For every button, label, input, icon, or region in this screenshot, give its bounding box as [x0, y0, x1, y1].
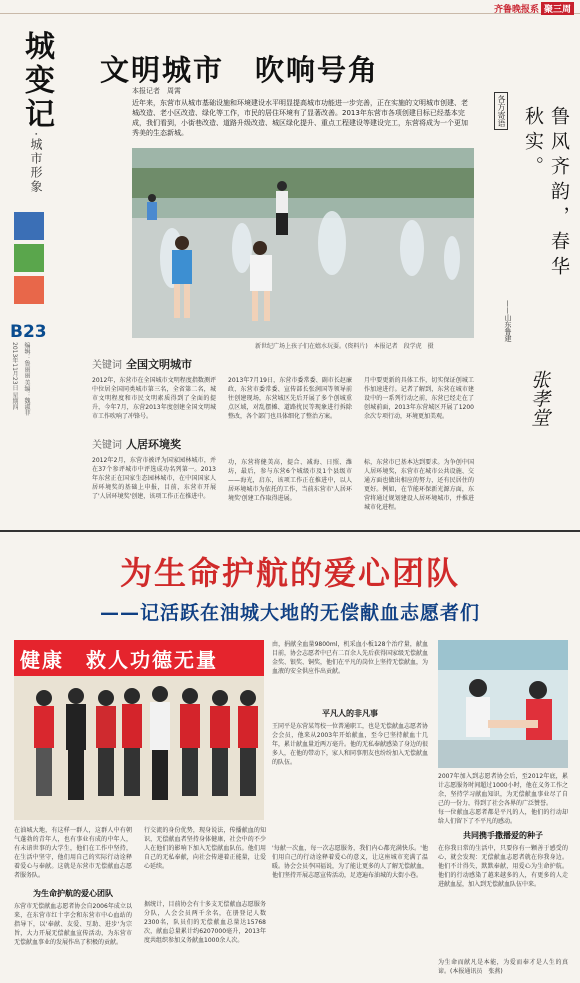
sidebar-verse: 鲁风齐韵，春华秋实。 [522, 106, 570, 281]
color-bar-green [14, 244, 44, 272]
section-title: 城变记 [19, 30, 54, 132]
paragraph-right-3: 在你我日常的生活中，只要你有一颗善于感受的心，就会发现：无偿献血志愿者就在你我身边。他们不计得失，默默奉献，用爱心为生命护航。他们的行动感染了越来越多的人，有更多的人走进献血屋，加入到无偿献血队伍中来。 [438, 845, 568, 888]
article2-subtitle: ——记活跃在油城大地的无偿献血志愿者们 [99, 602, 480, 624]
paragraph-right-2: 每一位献血志愿者都是平凡的人，他们的行动却给人们留下了不平凡的感动。 [438, 809, 568, 825]
paragraph-1c: 月中要更新的具体工作，切实保证创城工作加速进行。记者了解到，东营在城市建设中的一系列行动之前，东营已经走在了创城前面，2013年东营城区开展了1200余次专项行动，环境更加美观。 [364, 377, 474, 420]
paragraph-right-1: 2007年加入到志愿者协会后，至2012年底，累计志愿服务时间超过1000小时，他在义务工作之余，坚持学习献血知识，为无偿献血事业尽了自己的一份力，得到了社会各界的广泛赞誉。 [438, 773, 568, 806]
paragraph-2c: 标，东营市已基本达到要求。为争创中国人居环境奖，东营市在城市公共设施、交通方面也做出相应的努力，还有民居住的更好。例如，在节能环保新光源方面，东营将通过规划建设人居环境城市，并推进城市化进程。 [364, 459, 474, 511]
sidebar-tag: 各方寄语 [494, 92, 508, 130]
photo-caption: 新世纪广场上孩子们在嬉水玩耍。(资料片) 本报记者 段学虎 摄 [255, 343, 434, 350]
logo-text: 齐鲁晚报 [493, 5, 530, 15]
article2-title: 为生命护航的爱心团队 [119, 554, 460, 592]
editors-line: 编辑：鲁丽丽 美编：魏淑菲 [23, 342, 30, 416]
logo-box: 聚三周 [541, 2, 574, 15]
paragraph-mid-3: 由，捐献全血量9800ml，机采血小板128个治疗量，献血目前，协会志愿者中已有二百余人先后获得国家级无偿献血金奖、银奖、铜奖，他们在平凡的岗位上坚持无偿献血，为血液的安全供应作出贡献。 [272, 641, 428, 675]
photo-banner: 健康 救人功德无量 [14, 640, 264, 676]
color-bar-blue [14, 212, 44, 240]
color-bar-orange [14, 276, 44, 304]
article-byline: 本报记者 周霄 [132, 87, 181, 95]
keyword-1: 关键词 全国文明城市 [92, 358, 192, 371]
sidebar-signature: 张孝堂 [528, 370, 550, 427]
subhead-3: 共同携手撒播爱的种子 [463, 831, 543, 840]
paragraph-team: 东营市无偿献血志愿者协会自2006年成立以来，在东营市红十字会和东营市中心血站的指导下，以'奉献、友爱、互助、进步'为宗旨，大力开展无偿献血宣传活动，为东营市无偿献血事业的发展作出了积极的贡献。 [14, 903, 132, 946]
newspaper-logo: 齐鲁晚报系 聚三周 [494, 2, 574, 15]
page-number: B23 [10, 322, 47, 342]
subhead-2: 平凡人的非凡事 [322, 709, 378, 718]
paragraph-mid-2: 据统计，目前协会有十多支无偿献血志愿服务分队，人会会员两千余名，在册登记人数2300名，队员们的无偿献血总量达15768次，献血总量累计约6207000毫升，2013年度共组织参加义务献血1000余人次。 [144, 901, 266, 944]
sidebar-author: ——山东鲁建 [504, 300, 512, 342]
fountain-photo [132, 148, 474, 338]
volunteers-photo [14, 640, 264, 820]
date-line: 2013年11月23日 星期四 [11, 342, 18, 411]
paragraph-story-2: '每献一次血，每一次志愿服务，我们内心都充满快乐。'他们用自己的行动诠释着爱心的意义，让这座城市充满了温暖。协会会员李国福说，为了能让更多的人了解无偿献血，他们坚持开展志愿宣传活动，足迹遍布油城的大街小巷。 [272, 845, 428, 879]
article-lead: 近年来，东营市从城市基础设施和环境建设水平明显提高城市功能进一步完善，正在实施的文明城市创建、老城改造、老小区改造、绿化等工作，市民的居住环境有了显著改善。2013年东营市各项创建目标已经基本完成，我们看到，小街巷改造、道路升级改造、城区绿化提升、重点工程建设等建设完工，东营将成为一个更加秀美的生态新城。 [132, 99, 468, 137]
article-title: 文明城市 吹响号角 [100, 53, 380, 87]
section-divider [0, 530, 580, 532]
paragraph-story: 王同平是东营某驾校一位普通职工，也是无偿献血志愿者协会会员，他来从2003年开始献血，至今已坚持献血十几年，累计献血量近两万毫升。他的无私奉献感染了身边的很多人，在他的带动下，家人和同事朋友也纷纷加入无偿献血的队伍。 [272, 723, 428, 766]
section-subtitle: ·城市形象 [29, 132, 43, 194]
paragraph-1b: 2013年7月19日，东营市委常委、副市长赵廉政、东营市委常委、宣传部长张润国等领导前往创建现场，东营城区先后开展了多个创城重点区域，对乱摆摊、道路扰民等现象进行拆除整改，各个部门也具体细化了整治方案。 [228, 377, 352, 420]
paragraph-1a: 2012年，东营市在全国城市文明程度指数测评中位居全国同类城市第三名，全省第二名，城市文明程度和市民文明素质得到了全面的提升，今年7月，东营2013年度创建全国文明城市工作吹响了冲锋号。 [92, 377, 216, 420]
subhead-1: 为生命护航的爱心团队 [33, 889, 113, 898]
paragraph-mid-1: 行交流的身份优势，现身说法，传播献血的知识，无偿献血者坚持身体健康，社会中的不少人在他们的影响下加入无偿献血队伍。他们用自己的无私奉献，向社会传递着正能量，让爱心延续。 [144, 827, 266, 870]
paragraph-right-4: 为生命而献凡是本能，为爱而奉才是人生的真谛。(本报通讯员 张燕) [438, 959, 568, 975]
article2-intro: 在油城大地，有这样一群人，这群人中有朝气蓬勃的青年人，也有事业有成的中年人，有未谙世事的大学生，他们在工作中坚持，在生活中坚守，他们用自己的实际行动诠释着爱心与奉献。这就是东营市无偿献血志愿者服务队。 [14, 827, 132, 879]
blood-donation-photo [438, 640, 568, 768]
paragraph-2a: 2012年2月，东营市被评为国家园林城市，并在37个参评城市中评选成功名列第一。2013年东营正在国家生态园林城市，在中国国家人居环境奖的基础上申报，目前，东营市开展了'人居环境奖'创建，该项工作正在推进中。 [92, 457, 216, 500]
paragraph-2b: 功，东营将健美高，提合、减海、日照、潍坊，最后，参与东营6个城级市及1个县级市——海光，启东，该项工作正在推进中，以人居环境城市为依托的工作，当前东营市'人居环境奖'创建工作取得进展。 [228, 459, 352, 502]
keyword-2: 关键词 人居环境奖 [92, 438, 181, 451]
